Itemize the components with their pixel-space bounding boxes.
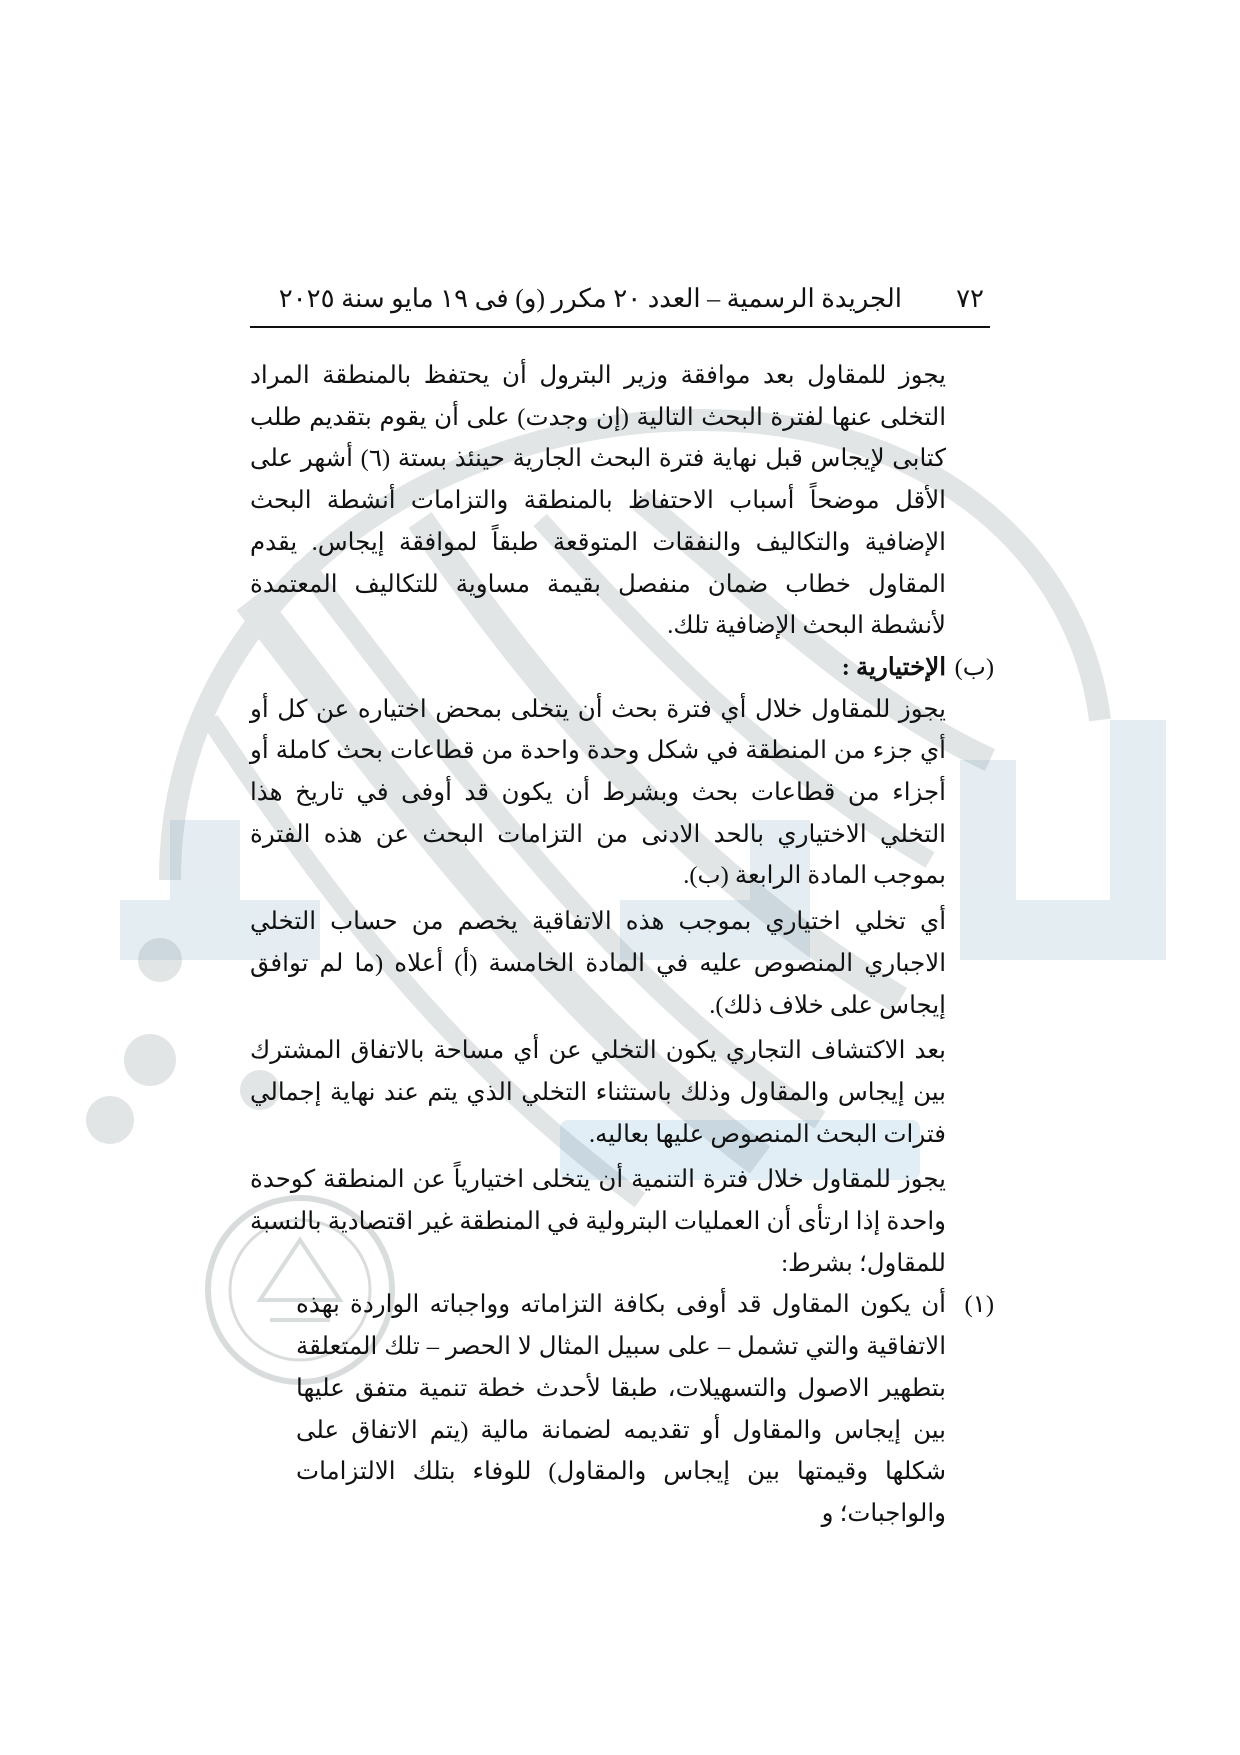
item-1-marker: (١) — [964, 1291, 994, 1319]
paragraph-2: أي تخلي اختياري بموجب هذه الاتفاقية يخصم من حساب التخلي الاجباري المنصوص عليه في المادة الخامسة (أ) أعلاه (ما لم توافق إيجاس على خلاف ذلك). — [250, 908, 946, 1019]
paragraph-1: يجوز للمقاول خلال أي فترة بحث أن يتخلى بمحض اختياره عن كل أو أي جزء من المنطقة في شكل وحدة واحدة من قطاعات بحث كاملة أو أجزاء من قطاعات بحث وبشرط أن يكون قد أوفى في تاريخ هذا التخلي الاختياري بالحد الادنى من التزامات البحث عن هذه الفترة بموجب المادة الرابعة (ب). — [250, 695, 946, 890]
gazette-title: الجريدة الرسمية – العدد ٢٠ مكرر (و) فى ١٩ مايو سنة ٢٠٢٥ — [278, 284, 902, 313]
item-1-text: أن يكون المقاول قد أوفى بكافة التزاماته وواجباته الواردة بهذه الاتفاقية والتي تشمل – على سبيل المثال لا الحصر – تلك المتعلقة بتطهير الاصول والتسهيلات، طبقا لأحدث خطة تنمية متفق عليها بين إيجاس والمقاول أو تقديمه لضمانة مالية (يتم الاتفاق على شكلها وقيمتها بين إيجاس والمقاول) للوفاء بتلك الالتزامات والواجبات؛ و — [296, 1291, 946, 1527]
intro-paragraph: يجوز للمقاول بعد موافقة وزير البترول أن يحتفظ بالمنطقة المراد التخلى عنها لفترة البحث التالية (إن وجدت) على أن يقوم بتقديم طلب كتابى لإيجاس قبل نهاية فترة البحث الجارية حينئذ بستة (٦) أشهر على الأقل موضحاً أسباب الاحتفاظ بالمنطقة والتزامات أنشطة البحث الإضافية والتكاليف والنفقات المتوقعة طبقاً لموافقة إيجاس. يقدم المقاول خطاب ضمان منفصل بقيمة مساوية للتكاليف المعتمدة لأنشطة البحث الإضافية تلك. — [250, 362, 946, 640]
section-b-title: الإختيارية : — [841, 653, 946, 681]
page-number: ٧٢ — [956, 284, 984, 313]
paragraph-3: بعد الاكتشاف التجاري يكون التخلي عن أي مساحة بالاتفاق المشترك بين إيجاس والمقاول وذلك باستثناء التخلي الذي يتم عند نهاية إجمالي فترات البحث المنصوص عليها بعاليه. — [250, 1037, 946, 1148]
list-item — [250, 1284, 994, 1534]
paragraph-4: يجوز للمقاول خلال فترة التنمية أن يتخلى اختيارياً عن المنطقة كوحدة واحدة إذا ارتأى أن العمليات البترولية في المنطقة غير اقتصادية بالنسبة للمقاول؛ بشرط: — [250, 1166, 946, 1277]
section-b-heading — [250, 647, 994, 689]
section-b-marker: (ب) — [954, 653, 994, 681]
page-header — [250, 278, 990, 328]
document-body — [250, 355, 994, 1535]
